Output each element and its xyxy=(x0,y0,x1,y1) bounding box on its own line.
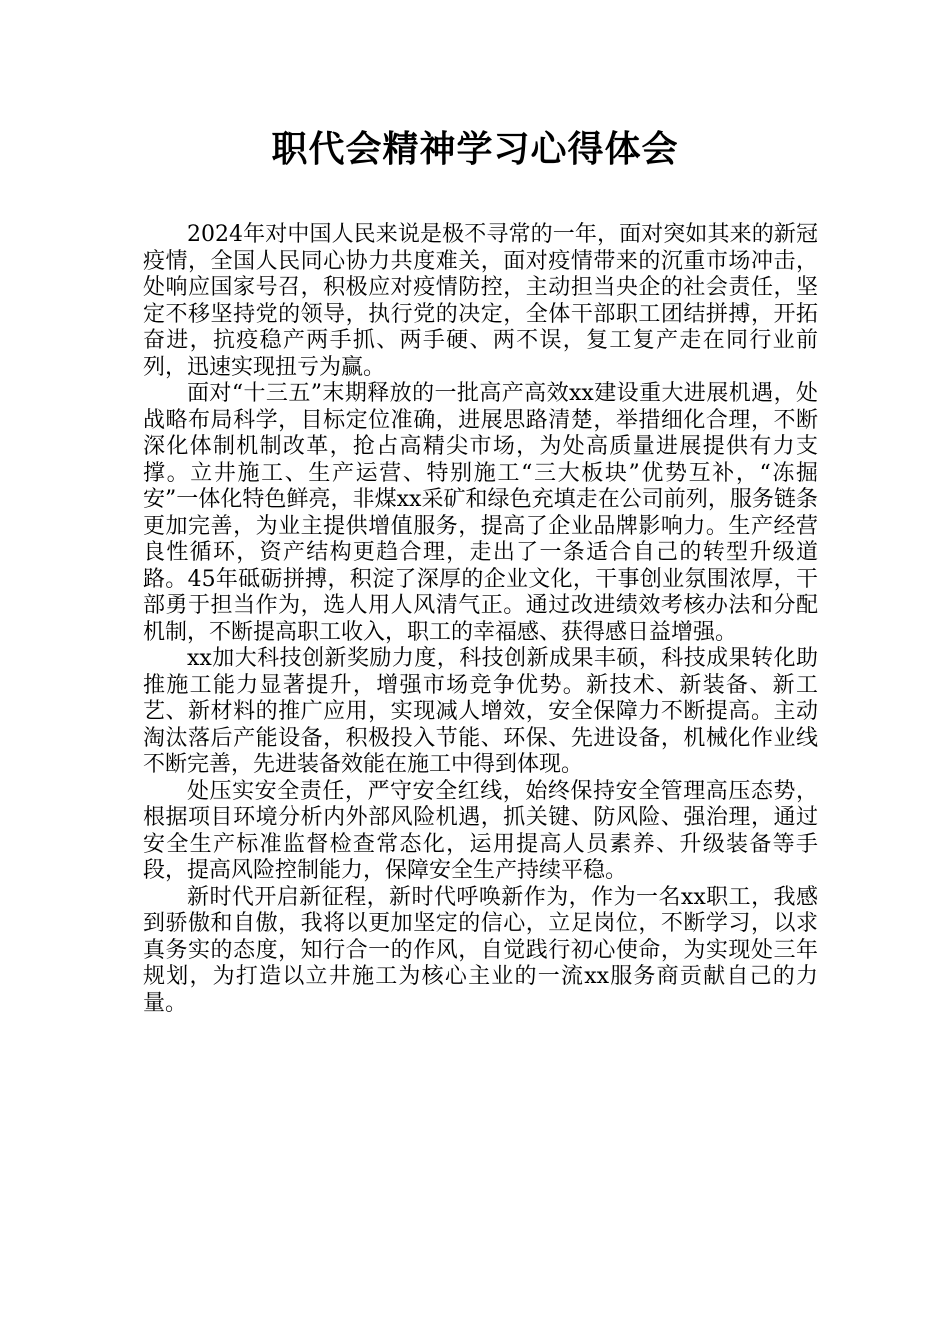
paragraph-1: 2024年对中国人民来说是极不寻常的一年，面对突如其来的新冠疫情，全国人民同心协力共度难关，面对疫情带来的沉重市场冲击，处响应国家号召，积极应对疫情防控，主动担当央企的社会责任，坚定不移坚持党的领导，执行党的决定，全体干部职工团结拼搏，开拓奋进，抗疫稳产两手抓、两手硬、两不误，复工复产走在同行业前列，迅速实现扭亏为赢。 xyxy=(143,222,818,380)
paragraph-3: xx加大科技创新奖励力度，科技创新成果丰硕，科技成果转化助推施工能力显著提升，增强市场竞争优势。新技术、新装备、新工艺、新材料的推广应用，实现减人增效，安全保障力不断提高。主动淘汰落后产能设备，积极投入节能、环保、先进设备，机械化作业线不断完善，先进装备效能在施工中得到体现。 xyxy=(143,646,818,777)
paragraph-2: 面对“十三五”末期释放的一批高产高效xx建设重大进展机遇，处战略布局科学，目标定位准确，进展思路清楚，举措细化合理，不断深化体制机制改革，抢占高精尖市场，为处高质量进展提供有力支撑。立井施工、生产运营、特别施工“三大板块”优势互补，“冻掘安”一体化特色鲜亮，非煤xx采矿和绿色充填走在公司前列，服务链条更加完善，为业主提供增值服务，提高了企业品牌影响力。生产经营良性循环，资产结构更趋合理，走出了一条适合自己的转型升级道路。45年砥砺拼搏，积淀了深厚的企业文化，干事创业氛围浓厚，干部勇于担当作为，选人用人风清气正。通过改进绩效考核办法和分配机制，不断提高职工收入，职工的幸福感、获得感日益增强。 xyxy=(143,381,818,645)
document-body xyxy=(143,222,818,1017)
paragraph-5: 新时代开启新征程，新时代呼唤新作为，作为一名xx职工，我感到骄傲和自傲，我将以更加坚定的信心，立足岗位，不断学习，以求真务实的态度，知行合一的作风，自觉践行初心使命，为实现处三年规划，为打造以立井施工为核心主业的一流xx服务商贡献自己的力量。 xyxy=(143,884,818,1016)
paragraph-4: 处压实安全责任，严守安全红线，始终保持安全管理高压态势，根据项目环境分析内外部风险机遇，抓关键、防风险、强治理，通过安全生产标准监督检查常态化，运用提高人员素养、升级装备等手段，提高风险控制能力，保障安全生产持续平稳。 xyxy=(143,778,818,883)
document-title: 职代会精神学习心得体会 xyxy=(271,129,679,170)
